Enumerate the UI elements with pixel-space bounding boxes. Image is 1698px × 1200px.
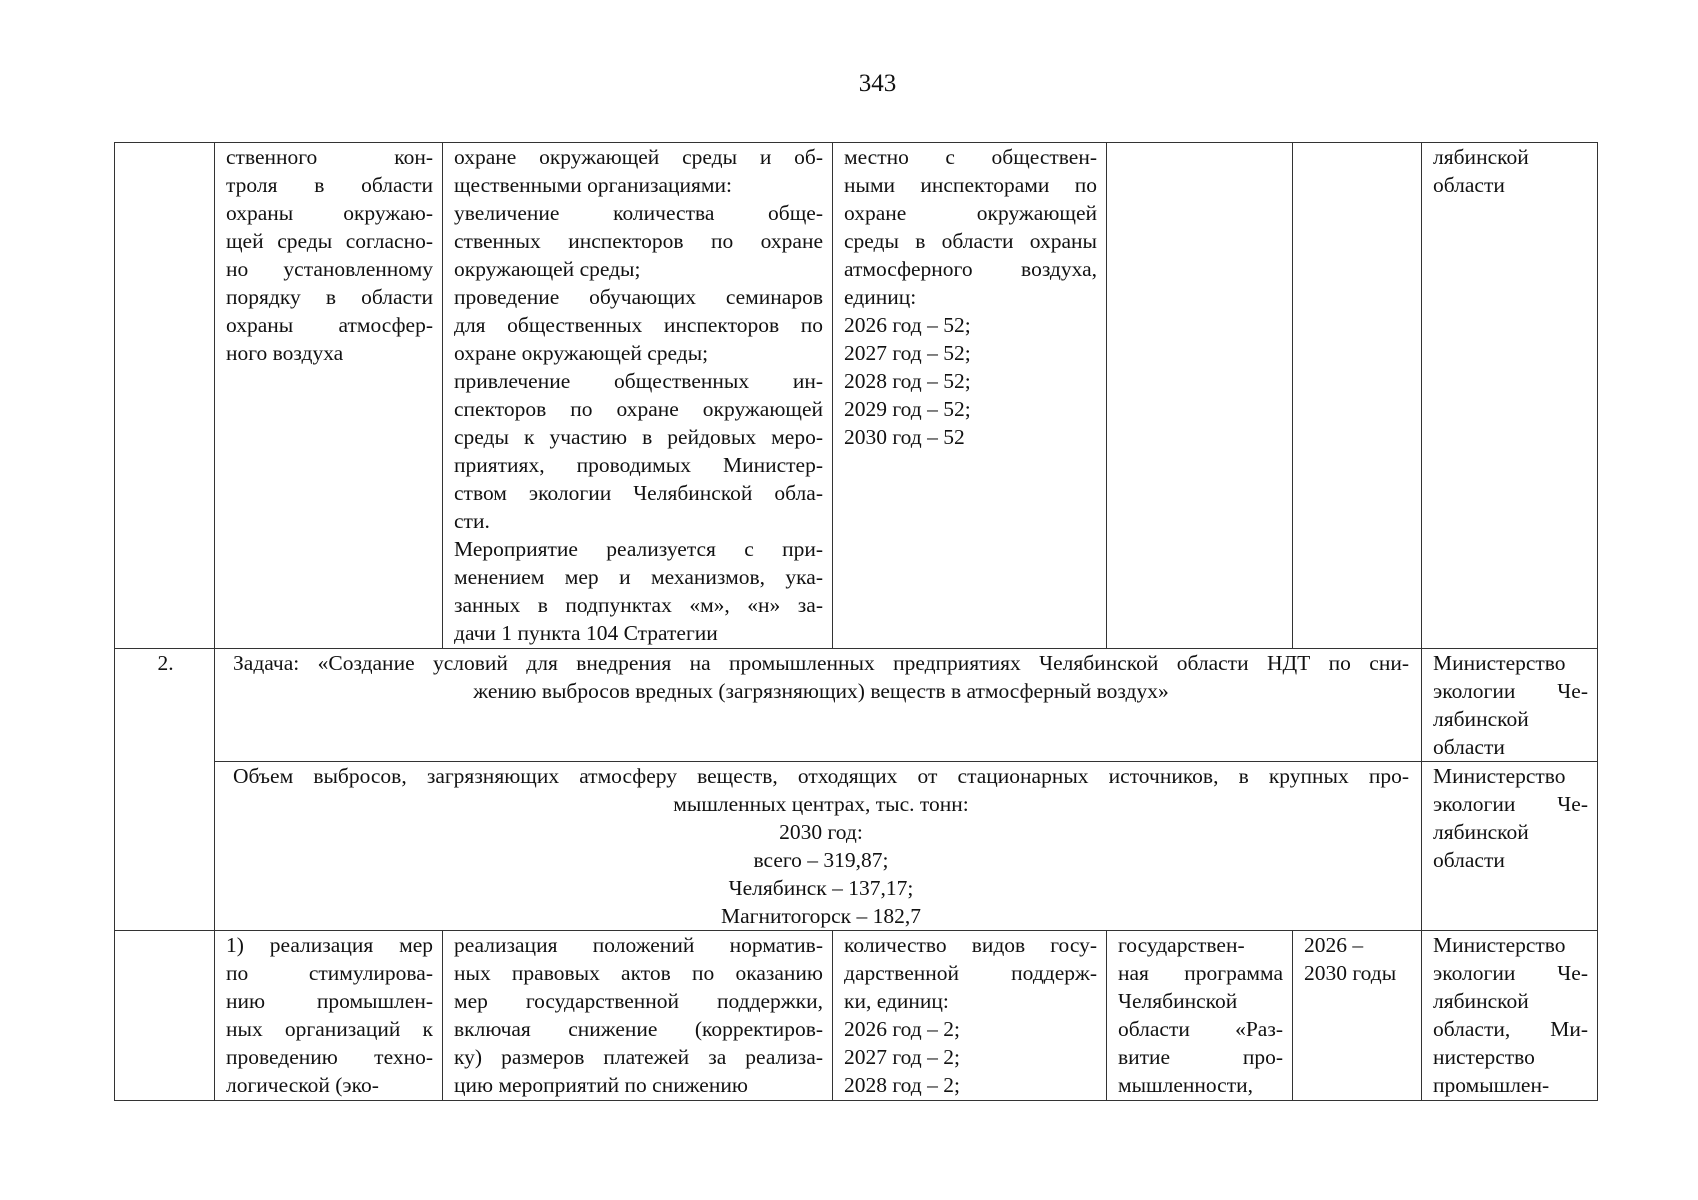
text-line: жению выбросов вредных (загрязняющих) веществ в атмосферный воздух»: [473, 679, 1169, 703]
content-text: [454, 143, 823, 647]
cell-indicator: [833, 931, 1107, 1101]
task-responsible: [1433, 649, 1588, 761]
text-line: области, Ми-: [1433, 1017, 1588, 1041]
text-line: 2026 год – 52;: [844, 313, 971, 337]
text-line: приятиях, проводимых Министер-: [454, 453, 823, 477]
cell-content: [443, 931, 833, 1101]
text-line: дачи 1 пункта 104 Стратегии: [454, 621, 718, 645]
text-line: ных организаций к: [226, 1017, 433, 1041]
text-line: экологии Че-: [1433, 792, 1588, 816]
indicator-responsible: [1433, 762, 1588, 874]
measures-table: [114, 142, 1598, 1101]
measure-text: [226, 931, 433, 1099]
cell-measure: [215, 931, 443, 1101]
text-line: единиц:: [844, 285, 917, 309]
text-line: 2030 годы: [1304, 961, 1397, 985]
task-title: [233, 649, 1409, 705]
period-text: [1304, 931, 1412, 987]
indicator-summary-cell: [215, 762, 1422, 931]
text-line: но установленному: [226, 257, 433, 281]
cell-measure: [215, 143, 443, 649]
cell-responsible: [1422, 143, 1598, 649]
text-line: щественными организациями:: [454, 173, 732, 197]
text-line: занных в подпунктах «м», «н» за-: [454, 593, 823, 617]
text-line: среды в области охраны: [844, 229, 1097, 253]
text-line: для общественных инспекторов по: [454, 313, 823, 337]
text-line: охране окружающей среды;: [454, 341, 709, 365]
text-line: охране окружающей среды и об-: [454, 145, 823, 169]
text-line: государствен-: [1118, 933, 1245, 957]
text-line: реализация положений норматив-: [454, 933, 823, 957]
measure-text: [226, 143, 433, 367]
text-line: количество видов госу-: [844, 933, 1097, 957]
text-line: области «Раз-: [1118, 1017, 1283, 1041]
text-line: области: [1433, 735, 1505, 759]
text-line: нию промышлен-: [226, 989, 433, 1013]
text-line: лябинской: [1433, 707, 1529, 731]
text-line: ственного кон-: [226, 145, 433, 169]
text-line: области: [1433, 848, 1505, 872]
text-line: среды к участию в рейдовых меро-: [454, 425, 823, 449]
responsible-text: [1433, 931, 1588, 1099]
text-line: 2029 год – 52;: [844, 397, 971, 421]
text-line: увеличение количества обще-: [454, 201, 823, 225]
text-line: привлечение общественных ин-: [454, 369, 823, 393]
task-number: 2.: [115, 649, 215, 931]
text-line: атмосферного воздуха,: [844, 257, 1097, 281]
text-line: сти.: [454, 509, 490, 533]
text-line: щей среды согласно-: [226, 229, 433, 253]
text-line: 2027 год – 2;: [844, 1045, 960, 1069]
table-row-task: [115, 649, 1598, 762]
page-number: 343: [858, 70, 897, 97]
cell-number: [115, 931, 215, 1101]
text-line: проведению техно-: [226, 1045, 433, 1069]
text-line: 2030 год:: [779, 820, 863, 844]
indicator-text: [844, 143, 1097, 451]
cell-indicator: [833, 143, 1107, 649]
text-line: мер государственной поддержки,: [454, 989, 823, 1013]
text-line: ку) размеров платежей за реализа-: [454, 1045, 823, 1069]
content-text: [454, 931, 823, 1099]
text-line: дарственной поддерж-: [844, 961, 1097, 985]
text-line: экологии Че-: [1433, 679, 1588, 703]
responsible-text: [1433, 143, 1588, 199]
text-line: 2030 год – 52: [844, 425, 965, 449]
table-row-continuation: [115, 143, 1598, 649]
text-line: цию мероприятий по снижению: [454, 1073, 748, 1097]
text-line: логической (эко-: [226, 1073, 379, 1097]
text-line: лябинской: [1433, 989, 1529, 1013]
cell-number: [115, 143, 215, 649]
text-line: Челябинской: [1118, 989, 1238, 1013]
text-line: троля в области: [226, 173, 433, 197]
indicator-text: [844, 931, 1097, 1099]
text-line: Челябинск – 137,17;: [728, 876, 914, 900]
cell-program: [1107, 143, 1293, 649]
text-line: 1) реализация мер: [226, 933, 433, 957]
text-line: включая снижение (корректиров-: [454, 1017, 823, 1041]
text-line: ством экологии Челябинской обла-: [454, 481, 823, 505]
text-line: охраны атмосфер-: [226, 313, 433, 337]
text-line: области: [1433, 173, 1505, 197]
text-line: Магнитогорск – 182,7: [721, 904, 921, 928]
text-line: ных правовых актов по оказанию: [454, 961, 823, 985]
text-line: ная программа: [1118, 961, 1283, 985]
table-row-measure-1: [115, 931, 1598, 1101]
text-line: витие про-: [1118, 1045, 1283, 1069]
text-line: мышленных центрах, тыс. тонн:: [673, 792, 969, 816]
text-line: проведение обучающих семинаров: [454, 285, 823, 309]
text-line: охране окружающей: [844, 201, 1097, 225]
text-line: мышленности,: [1118, 1073, 1253, 1097]
text-line: Министерство: [1433, 933, 1566, 957]
text-line: Объем выбросов, загрязняющих атмосферу веществ, отходящих от стационарных источников, в крупных про-: [233, 764, 1409, 788]
text-line: ными инспекторами по: [844, 173, 1097, 197]
task-title-cell: [215, 649, 1422, 762]
text-line: менением мер и механизмов, ука-: [454, 565, 823, 589]
text-line: 2028 год – 52;: [844, 369, 971, 393]
cell-period: [1293, 143, 1422, 649]
text-line: окружающей среды;: [454, 257, 641, 281]
cell-program: [1107, 931, 1293, 1101]
program-text: [1118, 931, 1283, 1099]
text-line: всего – 319,87;: [753, 848, 889, 872]
text-line: 2027 год – 52;: [844, 341, 971, 365]
cell-content: [443, 143, 833, 649]
text-line: 2026 год – 2;: [844, 1017, 960, 1041]
text-line: местно с обществен-: [844, 145, 1097, 169]
text-line: 2028 год – 2;: [844, 1073, 960, 1097]
text-line: порядку в области: [226, 285, 433, 309]
text-line: ного воздуха: [226, 341, 344, 365]
text-line: экологии Че-: [1433, 961, 1588, 985]
text-line: ственных инспекторов по охране: [454, 229, 823, 253]
text-line: лябинской: [1433, 820, 1529, 844]
text-line: Министерство: [1433, 764, 1566, 788]
text-line: лябинской: [1433, 145, 1529, 169]
text-line: охраны окружаю-: [226, 201, 433, 225]
text-line: ки, единиц:: [844, 989, 949, 1013]
indicator-summary: [233, 762, 1409, 930]
text-line: по стимулирова-: [226, 961, 433, 985]
text-line: промышлен-: [1433, 1073, 1550, 1097]
text-line: спекторов по охране окружающей: [454, 397, 823, 421]
cell-responsible: [1422, 931, 1598, 1101]
task-responsible-cell: [1422, 649, 1598, 762]
cell-period: [1293, 931, 1422, 1101]
text-line: нистерство: [1433, 1045, 1535, 1069]
text-line: Мероприятие реализуется с при-: [454, 537, 823, 561]
text-line: Задача: «Создание условий для внедрения на промышленных предприятиях Челябинской области НДТ по сни-: [233, 651, 1409, 675]
table-row-indicator: [115, 762, 1598, 931]
text-line: 2026 –: [1304, 933, 1364, 957]
text-line: Министерство: [1433, 651, 1566, 675]
indicator-responsible-cell: [1422, 762, 1598, 931]
